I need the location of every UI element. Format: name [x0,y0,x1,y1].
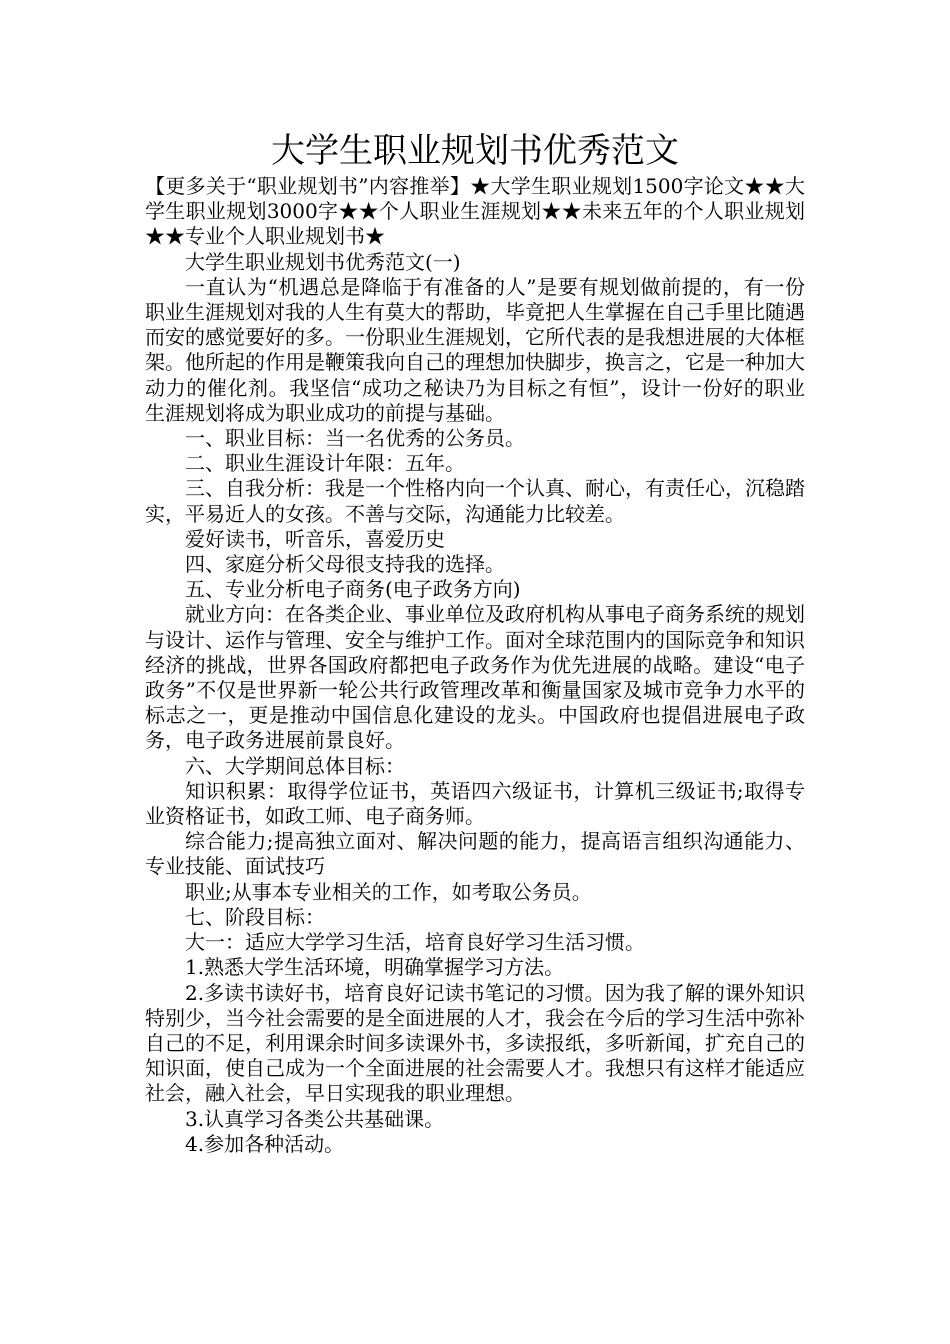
paragraph: 爱好读书，听音乐，喜爱历史 [185,526,445,551]
paragraph: 4.参加各种活动。 [185,1131,345,1156]
paragraph: 六、大学期间总体目标： [185,753,405,778]
paragraph: 1.熟悉大学生活环境，明确掌握学习方法。 [185,955,565,980]
paragraph: 3.认真学习各类公共基础课。 [185,1106,445,1131]
document-body [145,174,805,1157]
paragraph: 【更多关于“职业规划书”内容推举】★大学生职业规划1500字论文★★大学生职业规划3000字★★个人职业生涯规划★★未来五年的个人职业规划★★专业个人职业规划书★ [145,174,805,249]
document-title: 大学生职业规划书优秀范文 [271,131,679,171]
paragraph: 知识积累：取得学位证书，英语四六级证书，计算机三级证书;取得专业资格证书，如政工师、电子商务师。 [145,778,805,829]
paragraph: 一、职业目标：当一名优秀的公务员。 [185,426,525,451]
paragraph: 五、专业分析电子商务(电子政务方向) [185,577,521,602]
paragraph: 2.多读书读好书，培育良好记读书笔记的习惯。因为我了解的课外知识特别少，当今社会需要的是全面进展的人才，我会在今后的学习生活中弥补自己的不足，利用课余时间多读课外书，多读报纸，多听新闻，扩充自己的知识面，使自己成为一个全面进展的社会需要人才。我想只有这样才能适应社会，融入社会，早日实现我的职业理想。 [145,980,805,1106]
paragraph: 综合能力;提高独立面对、解决问题的能力，提高语言组织沟通能力、专业技能、面试技巧 [145,829,805,879]
paragraph: 大一：适应大学学习生活，培育良好学习生活习惯。 [185,930,645,955]
paragraph: 三、自我分析：我是一个性格内向一个认真、耐心，有责任心，沉稳踏实，平易近人的女孩。不善与交际，沟通能力比较差。 [145,476,805,526]
paragraph: 二、职业生涯设计年限：五年。 [185,451,465,476]
paragraph: 七、阶段目标： [185,904,325,929]
paragraph: 一直认为“机遇总是降临于有准备的人”是要有规划做前提的，有一份职业生涯规划对我的人生有莫大的帮助，毕竟把人生掌握在自己手里比随遇而安的感觉要好的多。一份职业生涯规划，它所代表的是我想进展的大体框架。他所起的作用是鞭策我向自己的理想加快脚步，换言之，它是一种加大动力的催化剂。我坚信“成功之秘诀乃为目标之有恒”，设计一份好的职业生涯规划将成为职业成功的前提与基础。 [145,274,805,425]
paragraph: 大学生职业规划书优秀范文(一) [185,249,461,274]
paragraph: 四、家庭分析父母很支持我的选择。 [185,552,505,577]
document-page [145,128,805,1157]
paragraph: 就业方向：在各类企业、事业单位及政府机构从事电子商务系统的规划与设计、运作与管理、安全与维护工作。面对全球范围内的国际竞争和知识经济的挑战，世界各国政府都把电子政务作为优先进展的战略。建设“电子政务”不仅是世界新一轮公共行政管理改革和衡量国家及城市竞争力水平的标志之一，更是推动中国信息化建设的龙头。中国政府也提倡进展电子政务，电子政务进展前景良好。 [145,602,805,753]
paragraph: 职业;从事本专业相关的工作，如考取公务员。 [185,879,592,904]
